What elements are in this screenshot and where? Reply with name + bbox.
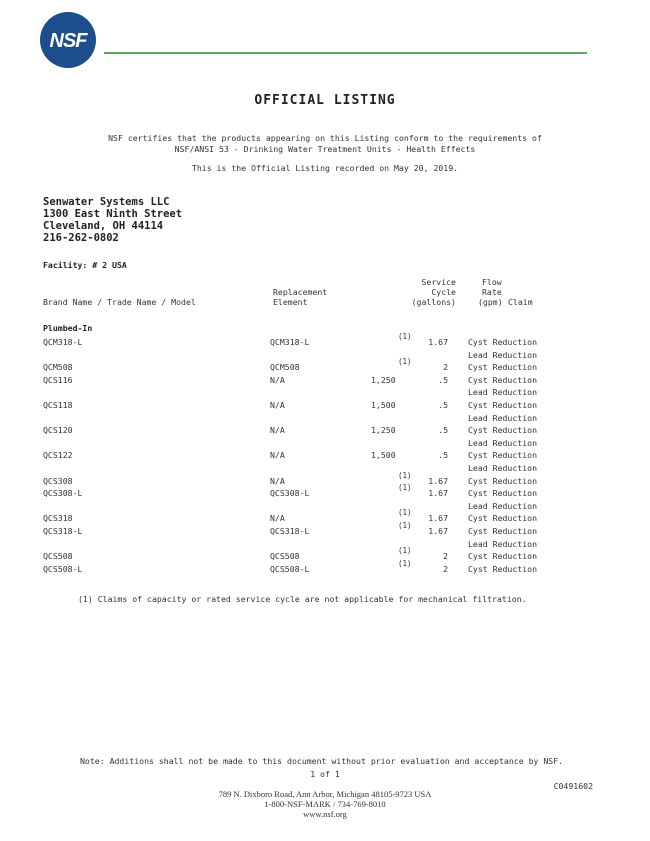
intro-line-2: NSF/ANSI 53 - Drinking Water Treatment Units - Health Effects xyxy=(174,144,476,154)
claim-cell: Cyst Reduction xyxy=(468,400,538,410)
service-cycle-cell: 1.67 xyxy=(428,475,448,486)
capacity-cell: 1,250 xyxy=(371,425,396,436)
table-row xyxy=(0,508,650,525)
service-cycle-cell: 2 xyxy=(443,362,448,373)
footnote-marker: (1) xyxy=(398,470,412,480)
claim-cell: Cyst Reduction xyxy=(468,425,538,436)
footer-note: Note: Additions shall not be made to this document without prior evaluation and acceptance by NSF. xyxy=(80,756,564,766)
model-cell: QCS122 xyxy=(43,450,73,461)
capacity-cell: 1,500 xyxy=(371,400,396,410)
table-row xyxy=(0,521,650,538)
replacement-cell: QCS508-L xyxy=(270,563,310,574)
replacement-cell: N/A xyxy=(270,475,285,486)
service-cycle-cell: .5 xyxy=(438,425,448,436)
company-phone: 216-262-0802 xyxy=(43,232,119,244)
document-code: C0491602 xyxy=(553,781,593,791)
claim-cell: Cyst Reduction xyxy=(468,362,538,373)
model-cell: QCS116 xyxy=(43,374,73,385)
replacement-cell: QCS508 xyxy=(270,551,300,562)
replacement-cell: QCM318-L xyxy=(270,337,310,347)
table-row xyxy=(0,438,650,450)
model-cell: QCS318 xyxy=(43,513,73,524)
model-cell: QCS308 xyxy=(43,475,73,486)
model-cell: QCM508 xyxy=(43,362,73,373)
col-brand-header: Brand Name / Trade Name / Model xyxy=(43,297,196,307)
table-row xyxy=(0,400,650,412)
col-service-header-2: Cycle xyxy=(431,287,456,297)
replacement-cell: N/A xyxy=(270,513,285,524)
claim-cell: Cyst Reduction xyxy=(468,337,538,347)
table-row xyxy=(0,425,650,437)
table-row xyxy=(0,483,650,500)
replacement-cell: N/A xyxy=(270,400,285,410)
col-replacement-header-1: Replacement xyxy=(273,287,328,297)
model-cell: QCS118 xyxy=(43,400,73,410)
logo-text: NSF xyxy=(49,30,87,52)
footnote-marker: (1) xyxy=(398,508,412,518)
capacity-cell: 1,250 xyxy=(371,374,396,385)
replacement-cell: QCM508 xyxy=(270,362,300,373)
table-row xyxy=(0,539,650,551)
claim-cell: Lead Reduction xyxy=(468,387,538,398)
table-row xyxy=(0,450,650,462)
header-rule xyxy=(104,52,587,54)
claim-cell: Cyst Reduction xyxy=(468,526,538,536)
model-cell: QCS120 xyxy=(43,425,73,436)
claim-cell: Cyst Reduction xyxy=(468,475,538,486)
col-flow-header-2: Rate xyxy=(482,287,502,297)
table-row xyxy=(0,357,650,374)
model-cell: QCS318-L xyxy=(43,526,83,536)
footnote-marker: (1) xyxy=(398,483,412,493)
nsf-logo xyxy=(40,12,96,68)
section-heading: Plumbed-In xyxy=(43,323,93,333)
replacement-cell: N/A xyxy=(270,425,285,436)
table-row xyxy=(0,332,650,349)
page-title: OFFICIAL LISTING xyxy=(254,93,396,108)
table-row xyxy=(0,387,650,399)
footnote: (1) Claims of capacity or rated service cycle are not applicable for mechanical filtration. xyxy=(78,594,527,604)
footer-web: www.nsf.org xyxy=(303,809,347,819)
claim-cell: Cyst Reduction xyxy=(468,551,538,562)
claim-cell: Cyst Reduction xyxy=(468,563,538,574)
service-cycle-cell: 2 xyxy=(443,563,448,574)
claim-cell: Lead Reduction xyxy=(468,412,538,423)
table-row xyxy=(0,350,650,362)
company-street: 1300 East Ninth Street xyxy=(43,208,183,220)
intro-line-1: NSF certifies that the products appearing on this Listing conform to the requirements of xyxy=(108,133,542,143)
footnote-marker: (1) xyxy=(398,332,412,341)
facility-label: Facility: # 2 USA xyxy=(43,260,127,270)
col-flow-header-3: (gpm) xyxy=(478,297,503,307)
col-flow-header-1: Flow xyxy=(482,277,502,287)
service-cycle-cell: 1.67 xyxy=(428,488,448,499)
model-cell: QCS308-L xyxy=(43,488,83,499)
claim-cell: Lead Reduction xyxy=(468,349,538,360)
claim-cell: Cyst Reduction xyxy=(468,450,538,461)
claim-cell: Cyst Reduction xyxy=(468,513,538,524)
claim-cell: Lead Reduction xyxy=(468,437,538,448)
replacement-cell: N/A xyxy=(270,450,285,461)
footer-address: 789 N. Dixboro Road, Ann Arbor, Michigan 48105-9723 USA xyxy=(218,789,432,799)
claim-cell: Lead Reduction xyxy=(468,538,538,549)
replacement-cell: N/A xyxy=(270,374,285,385)
service-cycle-cell: 1.67 xyxy=(428,337,448,347)
claim-cell: Lead Reduction xyxy=(468,500,538,511)
claim-cell: Cyst Reduction xyxy=(468,374,538,385)
service-cycle-cell: 2 xyxy=(443,551,448,562)
table-row xyxy=(0,501,650,513)
service-cycle-cell: 1.67 xyxy=(428,526,448,536)
service-cycle-cell: .5 xyxy=(438,400,448,410)
company-city: Cleveland, OH 44114 xyxy=(43,220,164,232)
service-cycle-cell: .5 xyxy=(438,450,448,461)
col-service-header-1: Service xyxy=(421,277,456,287)
model-cell: QCS508 xyxy=(43,551,73,562)
company-name: Senwater Systems LLC xyxy=(43,196,170,208)
footnote-marker: (1) xyxy=(398,357,412,367)
intro-line-3: This is the Official Listing recorded on May 20, 2019. xyxy=(191,163,459,173)
page-number: 1 of 1 xyxy=(310,769,340,779)
replacement-cell: QCS308-L xyxy=(270,488,310,499)
replacement-cell: QCS318-L xyxy=(270,526,310,536)
col-replacement-header-2: Element xyxy=(273,297,308,307)
col-service-header-3: (gallons) xyxy=(411,297,456,307)
table-row xyxy=(0,470,650,488)
table-row xyxy=(0,546,650,563)
table-row xyxy=(0,463,650,475)
footnote-marker: (1) xyxy=(398,558,412,568)
model-cell: QCS508-L xyxy=(43,563,83,574)
col-claim-header: Claim xyxy=(508,297,533,307)
service-cycle-cell: 1.67 xyxy=(428,513,448,524)
footer-phone: 1-800-NSF-MARK / 734-769-8010 xyxy=(264,799,386,809)
footnote-marker: (1) xyxy=(398,546,412,556)
table-row xyxy=(0,413,650,425)
service-cycle-cell: .5 xyxy=(438,374,448,385)
footnote-marker: (1) xyxy=(398,521,412,530)
table-row xyxy=(0,375,650,387)
claim-cell: Cyst Reduction xyxy=(468,488,538,499)
capacity-cell: 1,500 xyxy=(371,450,396,461)
claim-cell: Lead Reduction xyxy=(468,463,538,473)
table-row xyxy=(0,558,650,576)
model-cell: QCM318-L xyxy=(43,337,83,347)
